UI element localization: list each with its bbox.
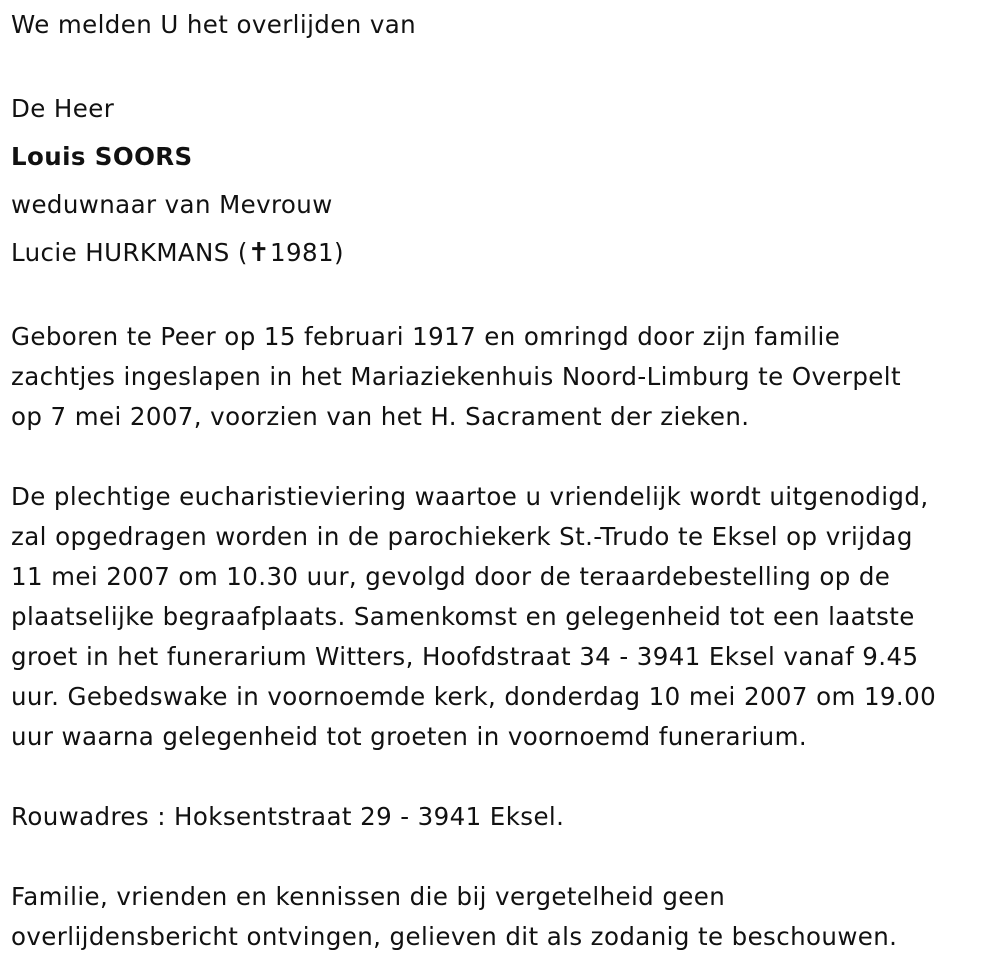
- closing-paragraph: [11, 877, 1000, 957]
- service-paragraph: [11, 477, 1000, 757]
- deceased-name: Louis SOORS: [11, 142, 193, 171]
- birth-line: Geboren te Peer op 15 februari 1917 en omringd door zijn familie: [11, 322, 841, 351]
- birth-line: zachtjes ingeslapen in het Mariaziekenhuis Noord-Limburg te Overpelt: [11, 362, 901, 391]
- service-line: groet in het funerarium Witters, Hoofdstraat 34 - 3941 Eksel vanaf 9.45: [11, 642, 919, 671]
- birth-line: op 7 mei 2007, voorzien van het H. Sacrament der zieken.: [11, 402, 750, 431]
- address-paragraph: [11, 797, 1000, 837]
- spouse-name: Lucie HURKMANS (: [11, 238, 248, 267]
- birth-paragraph: [11, 317, 1000, 437]
- title-text: De Heer: [11, 94, 115, 123]
- service-line: De plechtige eucharistieviering waartoe u vriendelijk wordt uitgenodigd,: [11, 482, 929, 511]
- cross-icon: ✝: [247, 238, 271, 268]
- spouse-intro: weduwnaar van Mevrouw: [11, 190, 333, 219]
- service-line: 11 mei 2007 om 10.30 uur, gevolgd door de teraardebestelling op de: [11, 562, 891, 591]
- intro-text: We melden U het overlijden van: [11, 10, 417, 39]
- service-line: uur. Gebedswake in voornoemde kerk, donderdag 10 mei 2007 om 19.00: [11, 682, 937, 711]
- closing-line: Familie, vrienden en kennissen die bij vergetelheid geen: [11, 882, 726, 911]
- service-line: zal opgedragen worden in de parochiekerk St.-Trudo te Eksel op vrijdag: [11, 522, 913, 551]
- spouse-year: 1981): [270, 238, 344, 267]
- mourning-address: Rouwadres : Hoksentstraat 29 - 3941 Eksel.: [11, 802, 565, 831]
- closing-line: overlijdensbericht ontvingen, gelieven dit als zodanig te beschouwen.: [11, 922, 898, 951]
- service-line: plaatselijke begraafplaats. Samenkomst en gelegenheid tot een laatste: [11, 602, 915, 631]
- service-line: uur waarna gelegenheid tot groeten in voornoemd funerarium.: [11, 722, 808, 751]
- deceased-block: [11, 85, 1000, 277]
- spouse-line: [11, 229, 1000, 277]
